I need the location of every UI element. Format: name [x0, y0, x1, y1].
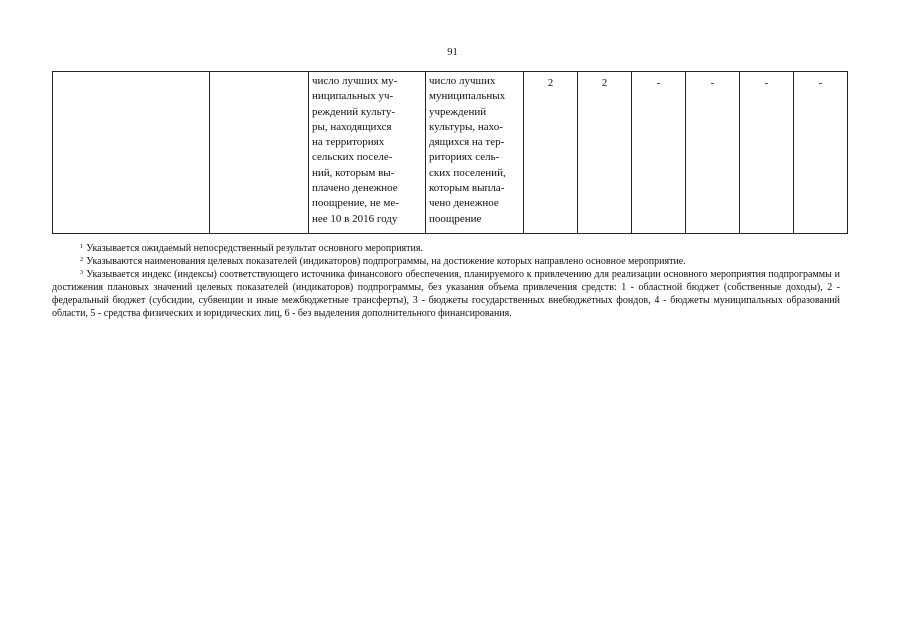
table-cell-expected-result: число лучших му- ниципальных уч- реждений культу- ры, находящихся на территориях сельских поселе- ний, которым вы- плачено денежное поощрение, не ме- нее 10 в 2016 году [309, 72, 426, 234]
table-cell-value: - [740, 72, 794, 234]
table-cell-source: 2 [524, 72, 578, 234]
footnote-2 [52, 255, 840, 268]
footnote-3 [52, 268, 840, 320]
footnote-text: Указывается ожидаемый непосредственный результат основного мероприятия. [86, 243, 423, 254]
table-cell-activity [53, 72, 210, 234]
footnotes [52, 242, 840, 321]
footnote-mark: 1 [80, 243, 84, 250]
table-cell-value: 2 [578, 72, 632, 234]
footnote-mark: 2 [80, 256, 84, 264]
table-cell-value: - [632, 72, 686, 234]
table-cell-value: - [686, 72, 740, 234]
footnote-text: Указываются наименования целевых показателей (индикаторов) подпрограммы, на достижение которых направлено основное мероприятие. [86, 256, 686, 268]
table-cell-responsible [210, 72, 309, 234]
footnote-1 [52, 242, 840, 255]
table-row [53, 72, 848, 234]
footnote-mark: 3 [80, 269, 84, 277]
page-number: 91 [447, 47, 458, 58]
table-cell-indicator: число лучших муниципальных учреждений культуры, нахо- дящихся на тер- риториях сель- ских поселений, которым выпла- чено денежное поощрение [426, 72, 524, 234]
table-cell-value: - [794, 72, 848, 234]
activities-table [52, 71, 848, 234]
footnote-text: Указывается индекс (индексы) соответствующего источника финансового обеспечения, планируемого к привлечению для реализации основного мероприятия подпрограммы и достижения плановых значений целевых показателей (индикаторов) подпрограммы, без указания объема привлечения средств: 1 - областной бюджет (собственные доходы), 2 - федеральный бюджет (субсидии, субвенции и иные межбюджетные трансферты), 3 - бюджеты государственных внебюджетных фондов, 4 - бюджеты муниципальных образований области, 5 - средства физических и юридических лиц, 6 - без выделения дополнительного финансирования. [52, 269, 840, 320]
